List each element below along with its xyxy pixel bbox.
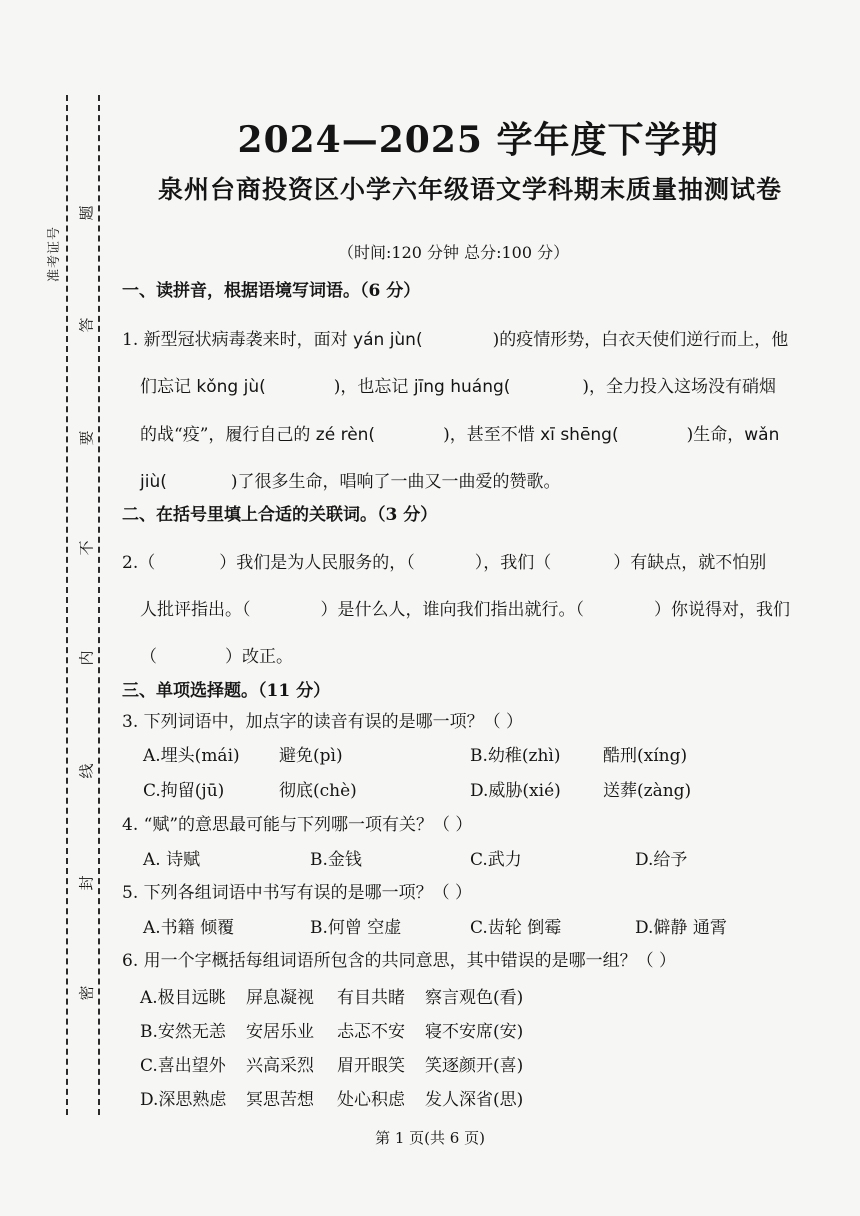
binding-char: 封 [77,875,96,891]
option-a[interactable]: A.极目远眺 屏息凝视 有目共睹 察言观色(看) [140,988,524,1008]
option-a[interactable]: A.埋头(mái) [143,746,240,766]
option-a[interactable]: A. 诗赋 [143,850,201,870]
option-c[interactable]: C.喜出望外 兴高采烈 眉开眼笑 笑逐颜开(喜) [140,1056,524,1076]
question-stem: 5. 下列各组词语中书写有误的是哪一项？（ ） [122,883,473,903]
exam-number-label: 准考证号 [47,225,62,282]
option-b[interactable]: B.幼稚(zhì) [470,746,561,766]
question-line: 1. 新型冠状病毒袭来时，面对 yán jùn( )的疫情形势，白衣天使们逆行而上，他 [122,330,789,350]
section-heading: 二、在括号里填上合适的关联词。（3 分） [122,505,438,525]
option-b[interactable]: B.安然无恙 安居乐业 忐忑不安 寝不安席(安) [140,1022,524,1042]
time-info: （时间:120 分钟 总分:100 分） [338,243,570,262]
option-c[interactable]: C.武力 [470,850,522,870]
binding-char: 线 [77,763,96,779]
option-a-second: 避免(pì) [279,746,343,766]
page-number: 第 1 页(共 6 页) [375,1129,485,1147]
option-a[interactable]: A.书籍 倾覆 [143,918,235,938]
binding-margin [0,0,110,1216]
section-heading: 一、读拼音，根据语境写词语。（6 分） [122,281,421,301]
binding-char: 不 [77,540,96,556]
option-c[interactable]: C.齿轮 倒霉 [470,918,562,938]
option-d[interactable]: D.深思熟虑 冥思苦想 处心积虑 发人深省(思) [140,1090,524,1110]
question-line: （ ）改正。 [140,647,293,667]
question-line: jiù( )了很多生命，唱响了一曲又一曲爱的赞歌。 [140,472,561,492]
question-stem: 6. 用一个字概括每组词语所包含的共同意思，其中错误的是哪一组？（ ） [122,951,677,971]
option-d[interactable]: D.威胁(xié) [470,781,561,801]
option-c[interactable]: C.拘留(jū) [143,781,225,801]
option-b-second: 酷刑(xíng) [603,746,688,766]
option-c-second: 彻底(chè) [279,781,357,801]
option-b[interactable]: B.金钱 [310,850,362,870]
binding-char: 内 [77,650,96,666]
binding-char: 密 [77,985,96,1001]
option-d-second: 送葬(zàng) [603,781,692,801]
question-stem: 4. “赋”的意思最可能与下列哪一项有关？（ ） [122,815,473,835]
question-line: 的战“疫”，履行自己的 zé rèn( )，甚至不惜 xī shēng( )生命，wǎn [140,425,780,445]
exam-subtitle: 泉州台商投资区小学六年级语文学科期末质量抽测试卷 [157,175,782,204]
option-b[interactable]: B.何曾 空虚 [310,918,402,938]
binding-char: 题 [77,205,96,221]
question-stem: 3. 下列词语中，加点字的读音有误的是哪一项？（ ） [122,712,524,732]
cut-line-inner [98,95,100,1115]
binding-char: 答 [77,317,96,333]
page-title: 2024—2025 学年度下学期 [237,119,719,161]
question-line: 2.（ ）我们是为人民服务的，（ ），我们（ ）有缺点，就不怕别 [122,553,767,573]
option-d[interactable]: D.僻静 通霄 [635,918,727,938]
question-line: 人批评指出。（ ）是什么人，谁向我们指出就行。（ ）你说得对，我们 [140,600,790,620]
option-d[interactable]: D.给予 [635,850,688,870]
section-heading: 三、单项选择题。（11 分） [122,681,331,701]
binding-char: 要 [77,430,96,446]
cut-line-outer [66,95,68,1115]
question-line: 们忘记 kǒng jù( )，也忘记 jīng huáng( )，全力投入这场没有硝烟 [140,377,777,397]
